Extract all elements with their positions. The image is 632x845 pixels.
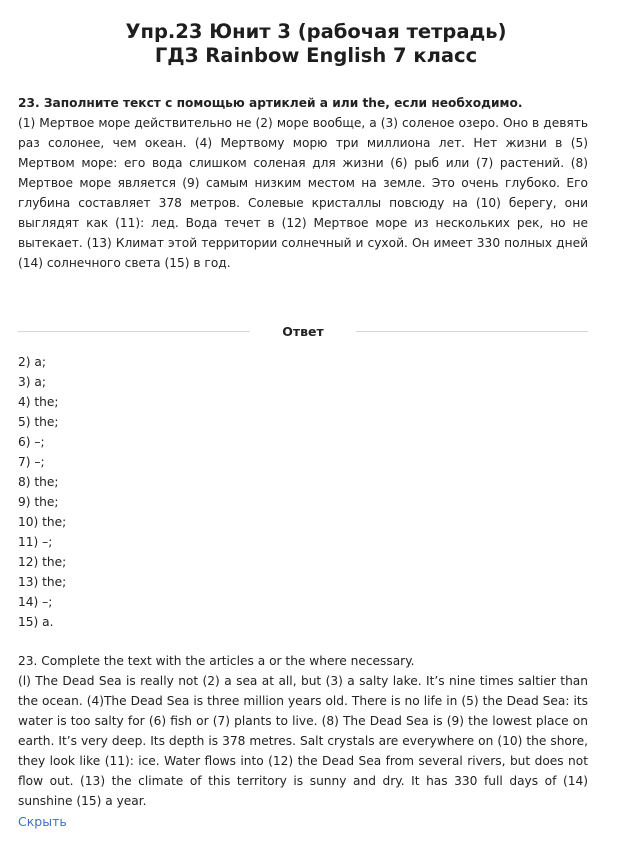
answer-item: 3) a; [18,375,46,389]
hide-answer-link[interactable]: Скрыть [18,814,67,829]
english-text: (l) The Dead Sea is really not (2) a sea at all, but (3) a salty lake. It’s nine times saltier than the ocean. (4)The Dead Sea is three million years old. There is no life in (5) the Dead Sea: its water is too salty for (6) fish or (7) plants to live. (8) The Dead Sea is (9) the lowest place on earth. It’s very deep. Its depth is 378 metres. Salt crystals are everywhere on (10) the shore, they look like (11): ice. Water flows into (12) the Dead Sea from several rivers, but does not flow out. (13) the climate of this territory is sunny and dry. It has 330 full days of (14) sunshine (15) a year. [18,674,588,808]
answer-item: 10) the; [18,515,67,529]
divider-line-left [18,331,250,332]
answer-item: 14) –; [18,595,53,609]
task-heading: 23. Заполните текст с помощью артиклей a или the, если необходимо. [18,96,523,110]
task-block [18,93,588,273]
divider-line-right [356,331,588,332]
page-title-line-2: ГДЗ Rainbow English 7 класс [154,44,478,67]
answer-item: 5) the; [18,415,59,429]
answer-item: 15) a. [18,615,54,629]
answer-item: 9) the; [18,495,59,509]
answer-item: 13) the; [18,575,67,589]
answer-label: Ответ [282,323,324,339]
english-heading: 23. Complete the text with the articles a or the where necessary. [18,654,415,668]
answer-item: 11) –; [18,535,53,549]
page-title-line-1: Упр.23 Юнит 3 (рабочая тетрадь) [125,20,507,43]
answer-item: 8) the; [18,475,59,489]
answer-divider [18,320,588,342]
answer-item: 12) the; [18,555,67,569]
english-block [18,651,588,811]
answer-list [18,352,218,632]
page-title [0,20,632,68]
task-text: (1) Мертвое море действительно не (2) море вообще, а (3) соленое озеро. Оно в девять раз солонее, чем океан. (4) Мертвому морю три миллиона лет. Нет жизни в (5) Мертвом море: его вода слишком соленая для жизни (6) рыб или (7) растений. (8) Мертвое море является (9) самым низким местом на земле. Это очень глубоко. Его глубина составляет 378 метров. Солевые кристаллы повсюду на (10) берегу, они выглядят как (11): лед. Вода течет в (12) Мертвое море из нескольких рек, но не вытекает. (13) Климат этой территории солнечный и сухой. Он имеет 330 полных дней (14) солнечного света (15) в год. [18,116,588,270]
answer-item: 2) a; [18,355,46,369]
answer-item: 4) the; [18,395,59,409]
answer-item: 6) –; [18,435,45,449]
answer-item: 7) –; [18,455,45,469]
